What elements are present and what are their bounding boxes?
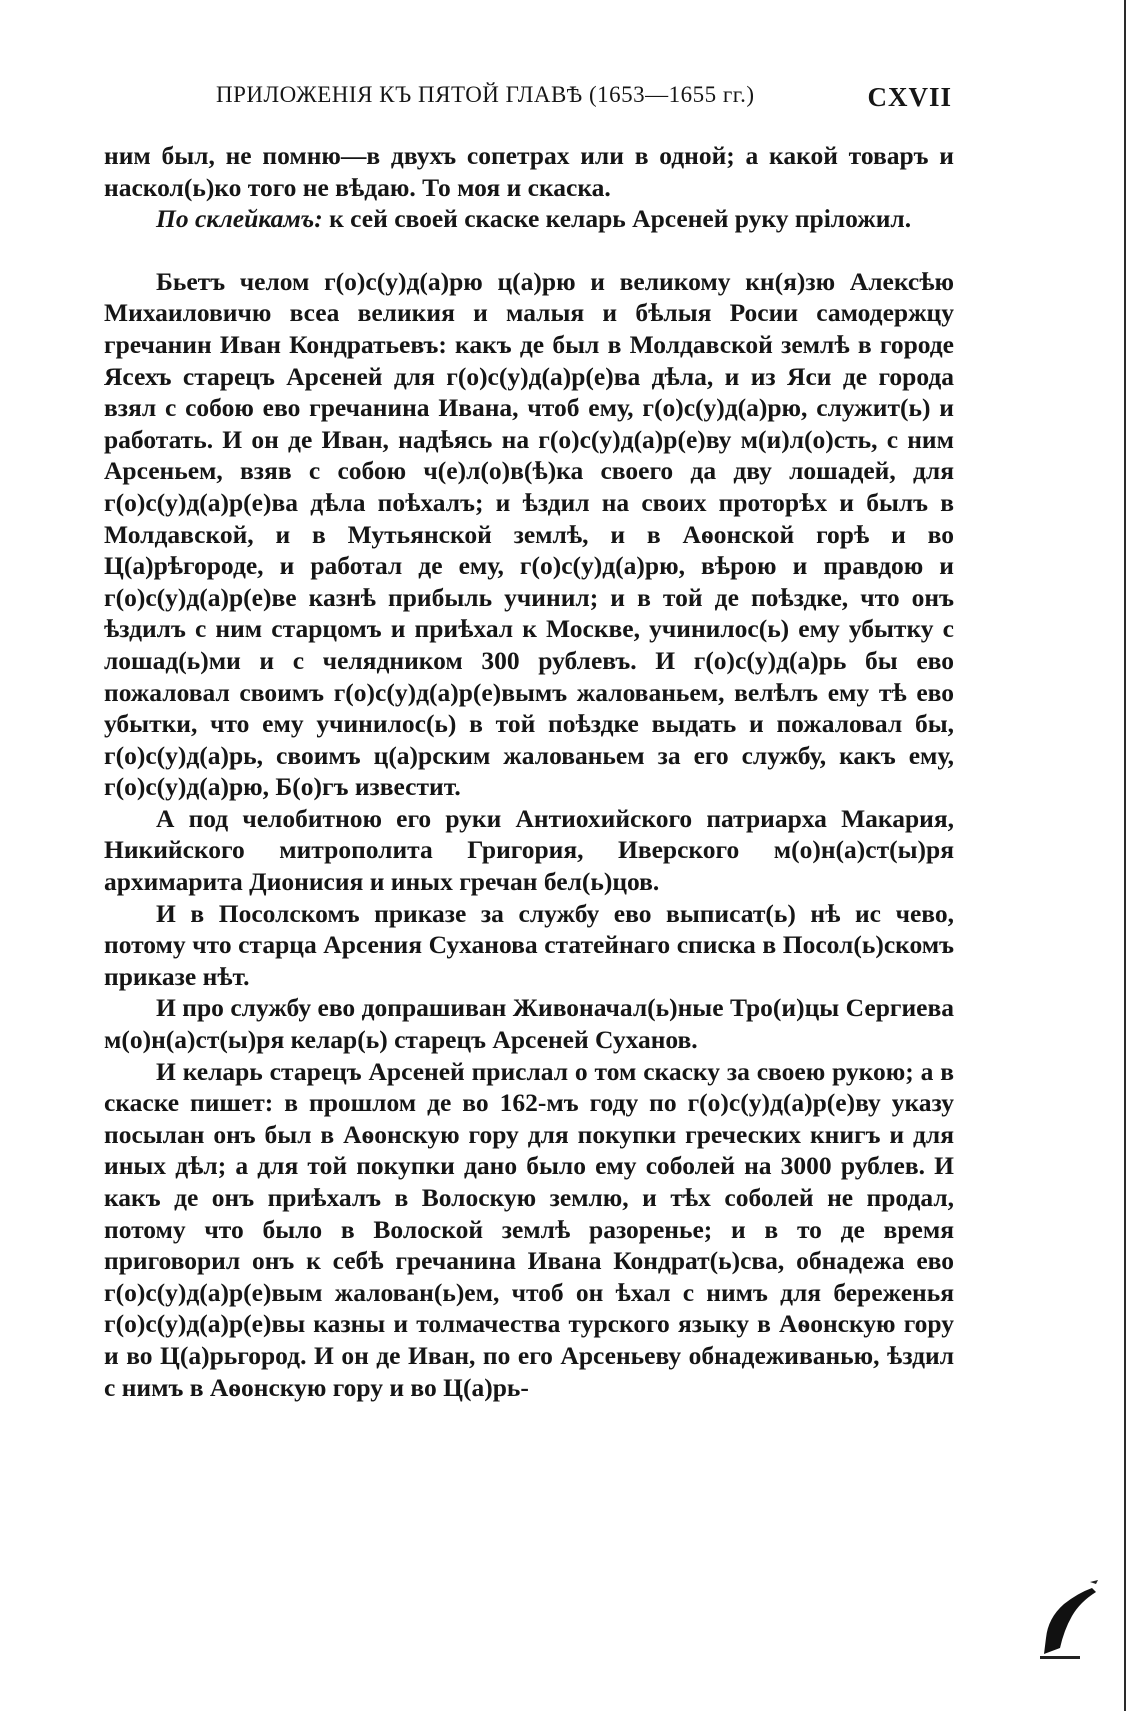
page-number: CXVII	[867, 82, 952, 112]
running-title: ПРИЛОЖЕНІЯ КЪ ПЯТОЙ ГЛАВѢ (1653—1655 гг.)	[216, 82, 755, 107]
paragraph-2-lead: По склейкамъ:	[156, 204, 323, 234]
paragraph-2-text: к сей своей скаске келарь Арсеней руку пріложил.	[329, 204, 912, 234]
paragraph-4: А под челобитною его руки Антиохийского патриарха Макария, Никийского митрополита Григория, Иверского м(о)н(а)ст(ы)ря архимарита Дионисия и иных гречан бел(ь)цов.	[104, 803, 954, 897]
paragraph-3: Бьетъ челом г(о)с(у)д(а)рю ц(а)рю и великому кн(я)зю Алексѣю Михаиловичю всеа великия и малыя и бѣлыя Росии самодержцу гречанин Иван Кондратьевъ: какъ де был в Молдавской землѣ в городе Ясехъ старецъ Арсеней для г(о)с(у)д(а)р(е)ва дѣла, и из Яси де города взял с собою ево гречанина Ивана, чтоб ему, г(о)с(у)д(а)рю, служит(ь) и работать. И он де Иван, надѣясь на г(о)с(у)д(а)р(е)ву м(и)л(о)сть, с ним Арсеньем, взяв с собою ч(е)л(о)в(ѣ)ка своего да дву лошадей, для г(о)с(у)д(а)р(е)ва дѣла поѣхалъ; и ѣздил на своих проторѣх и былъ в Молдавской, и в Мутьянской землѣ, и в Аѳонской горѣ и во Ц(а)рѣгороде, и работал де ему, г(о)с(у)д(а)рю, вѣрою и правдою и г(о)с(у)д(а)р(е)ве казнѣ прибыль учинил; и в той де поѣздке, что онъ ѣздилъ с ним старцомъ и приѣхал к Москве, учинилос(ь) ему убытку с лошад(ь)ми и с челядником 300 рублевъ. И г(о)с(у)д(а)рь бы ево пожаловал своимъ г(о)с(у)д(а)р(е)вымъ жалованьем, велѣлъ ему тѣ ево убытки, что ему учинилос(ь) в той поѣздке выдать и пожаловал бы, г(о)с(у)д(а)рь, своимъ ц(а)рским жалованьем за его службу, какъ ему, г(о)с(у)д(а)рю, Б(о)гъ известит.	[104, 266, 954, 802]
page-header	[210, 82, 952, 122]
paragraph-7: И келарь старецъ Арсеней прислал о том скаску за своею рукою; а в скаске пишет: в прошлом де во 162-мъ году по г(о)с(у)д(а)р(е)ву указу посылан онъ был в Аѳонскую гору для покупки греческих книгъ и для иных дѣл; а для той покупки дано было ему соболей на 3000 рублев. И какъ де онъ приѣхалъ в Волоскую землю, и тѣх соболей не продал, потому что было в Волоской землѣ разоренье; и в то де время приговорил онъ к себѣ гречанина Ивана Кондрат(ь)сва, обнадежа ево г(о)с(у)д(а)р(е)вым жалован(ь)ем, чтоб он ѣхал с нимъ для береженья г(о)с(у)д(а)р(е)вы казны и толмачества турского языку в Аѳонскую гору и во Ц(а)рьгород. И он де Иван, по его Арсеньеву обнадеживанью, ѣздил с нимъ в Аѳонскую гору и во Ц(а)рь-	[104, 1056, 954, 1402]
corner-ink-mark	[1030, 1578, 1100, 1664]
paragraph-6: И про службу ево допрашиван Живоначал(ь)ные Тро(и)цы Сергиева м(о)н(а)ст(ы)ря келар(ь) старецъ Арсеней Суханов.	[104, 993, 954, 1055]
paragraph-2	[104, 203, 954, 235]
page-edge-line	[1124, 0, 1126, 1711]
paragraph-1: ним был, не помню—в двухъ сопетрах или в одной; а какой товаръ и наскол(ь)ко того не вѣдаю. То моя и скаска.	[104, 141, 954, 202]
body-text	[104, 140, 954, 1403]
paragraph-5: И в Посолскомъ приказе за службу ево выписат(ь) нѣ ис чево, потому что старца Арсения Суханова статейнаго списка в Посол(ь)скомъ приказе нѣт.	[104, 898, 954, 991]
